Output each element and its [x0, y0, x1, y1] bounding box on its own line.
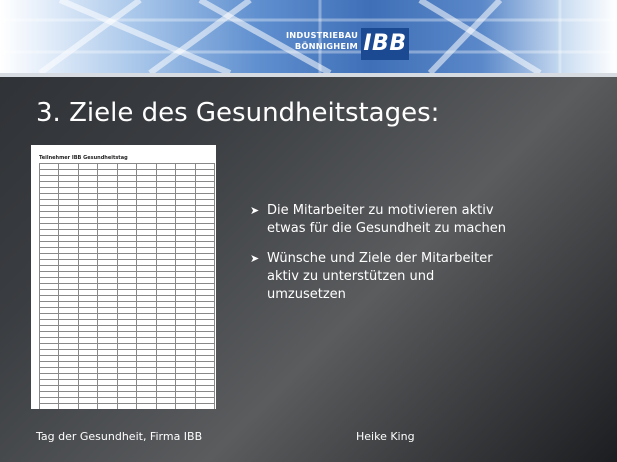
bullet-line: umzusetzen	[267, 287, 346, 302]
company-logo	[286, 28, 409, 60]
bullet-line: etwas für die Gesundheit zu machen	[267, 221, 506, 236]
header-banner	[0, 0, 617, 73]
bullet-item	[250, 250, 580, 304]
bullet-list	[250, 202, 580, 316]
bullet-line: aktiv zu unterstützen und	[267, 269, 435, 284]
bullet-line: Die Mitarbeiter zu motivieren aktiv	[267, 203, 494, 218]
logo-line-2: BÖNNIGHEIM	[294, 41, 358, 51]
bullet-item	[250, 202, 580, 238]
document-image	[31, 145, 216, 409]
logo-line-1: INDUSTRIEBAU	[286, 30, 359, 40]
document-table-image	[39, 163, 215, 409]
arrow-bullet-icon: ➤	[250, 252, 260, 265]
logo-text	[286, 30, 358, 52]
document-title: Teilnehmer IBB Gesundheitstag	[39, 155, 128, 161]
slide-title: 3. Ziele des Gesundheitstages:	[36, 98, 440, 128]
footer-right: Heike King	[356, 430, 415, 443]
header-divider	[0, 73, 617, 77]
footer-left: Tag der Gesundheit, Firma IBB	[36, 430, 203, 443]
arrow-bullet-icon: ➤	[250, 204, 260, 217]
bullet-line: Wünsche und Ziele der Mitarbeiter	[267, 251, 493, 266]
logo-mark: IBB	[361, 28, 409, 60]
